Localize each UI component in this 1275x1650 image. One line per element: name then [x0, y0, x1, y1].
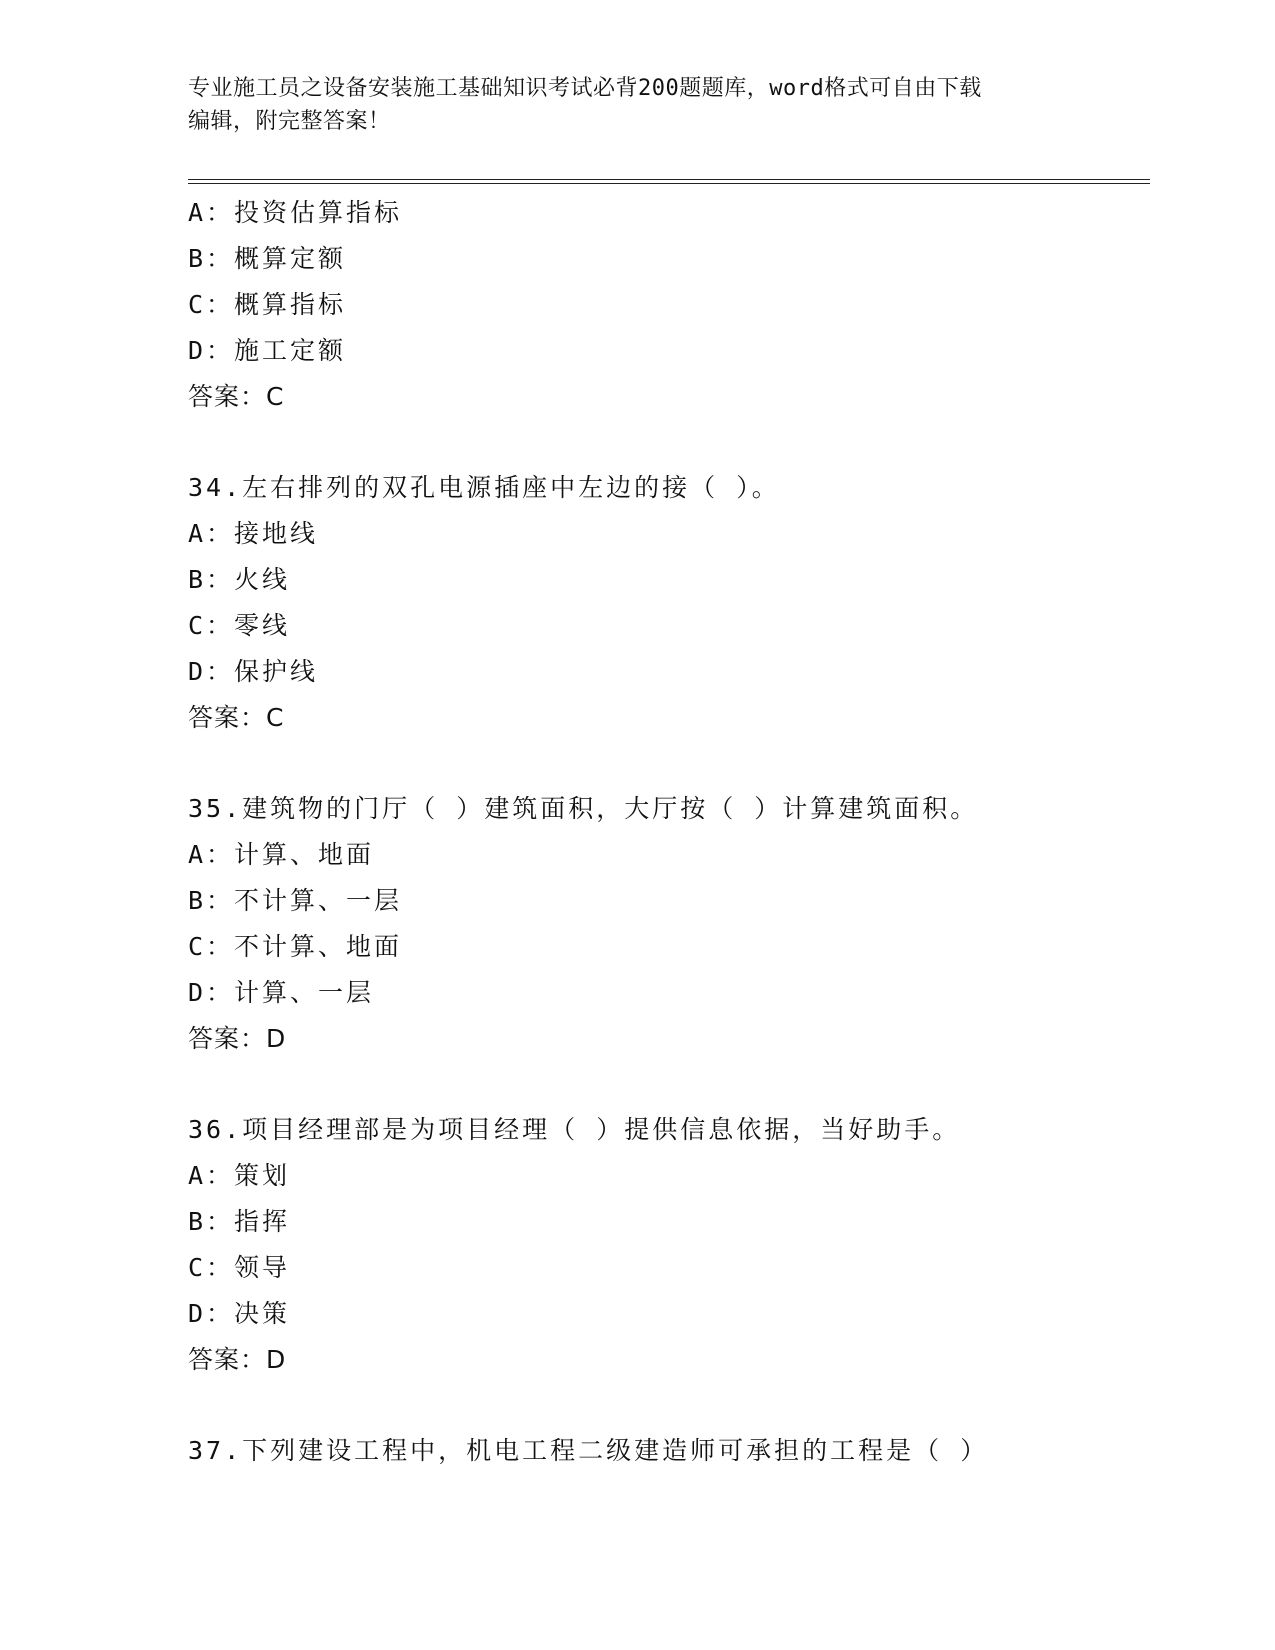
q34-option-c: C：零线: [188, 611, 291, 640]
question-33-block: [188, 190, 1148, 420]
spacer: [188, 1062, 1148, 1107]
q36-option-a: A：策划: [188, 1161, 291, 1190]
q34-option-a: A：接地线: [188, 519, 319, 548]
q33-answer: 答案：C: [188, 382, 285, 411]
spacer: [188, 1383, 1148, 1428]
header-line-2: 编辑，附完整答案！: [188, 109, 391, 134]
q34-option-b: B：火线: [188, 565, 291, 594]
q35-option-a: A：计算、地面: [188, 840, 375, 869]
spacer: [188, 420, 1148, 465]
q36-option-b: B：指挥: [188, 1207, 291, 1236]
question-37-block: [188, 1428, 1148, 1474]
question-35-block: [188, 786, 1148, 1062]
q33-option-d: D：施工定额: [188, 336, 347, 365]
q36-option-d: D：决策: [188, 1299, 291, 1328]
header-line-1: 专业施工员之设备安装施工基础知识考试必背200题题库，word格式可自由下载: [188, 76, 982, 101]
document-header: [188, 72, 1088, 138]
q33-option-b: B：概算定额: [188, 244, 347, 273]
q33-option-c: C：概算指标: [188, 290, 347, 319]
q34-option-d: D：保护线: [188, 657, 319, 686]
q33-option-a: A：投资估算指标: [188, 198, 403, 227]
header-divider-top: [188, 179, 1150, 180]
q35-answer: 答案：D: [188, 1024, 287, 1053]
q36-answer: 答案：D: [188, 1345, 287, 1374]
q34-question: 34.左右排列的双孔电源插座中左边的接（ ）。: [188, 473, 780, 502]
header-divider-bottom: [188, 183, 1150, 184]
q35-option-b: B：不计算、一层: [188, 886, 403, 915]
q36-question: 36.项目经理部是为项目经理（ ）提供信息依据，当好助手。: [188, 1115, 961, 1144]
q36-option-c: C：领导: [188, 1253, 291, 1282]
question-34-block: [188, 465, 1148, 741]
q35-option-d: D：计算、一层: [188, 978, 375, 1007]
question-list: [188, 190, 1148, 1474]
q35-question: 35.建筑物的门厅（ ）建筑面积，大厅按（ ）计算建筑面积。: [188, 794, 979, 823]
q35-option-c: C：不计算、地面: [188, 932, 403, 961]
spacer: [188, 741, 1148, 786]
question-36-block: [188, 1107, 1148, 1383]
q34-answer: 答案：C: [188, 703, 285, 732]
q37-question: 37.下列建设工程中，机电工程二级建造师可承担的工程是（ ）: [188, 1436, 989, 1465]
